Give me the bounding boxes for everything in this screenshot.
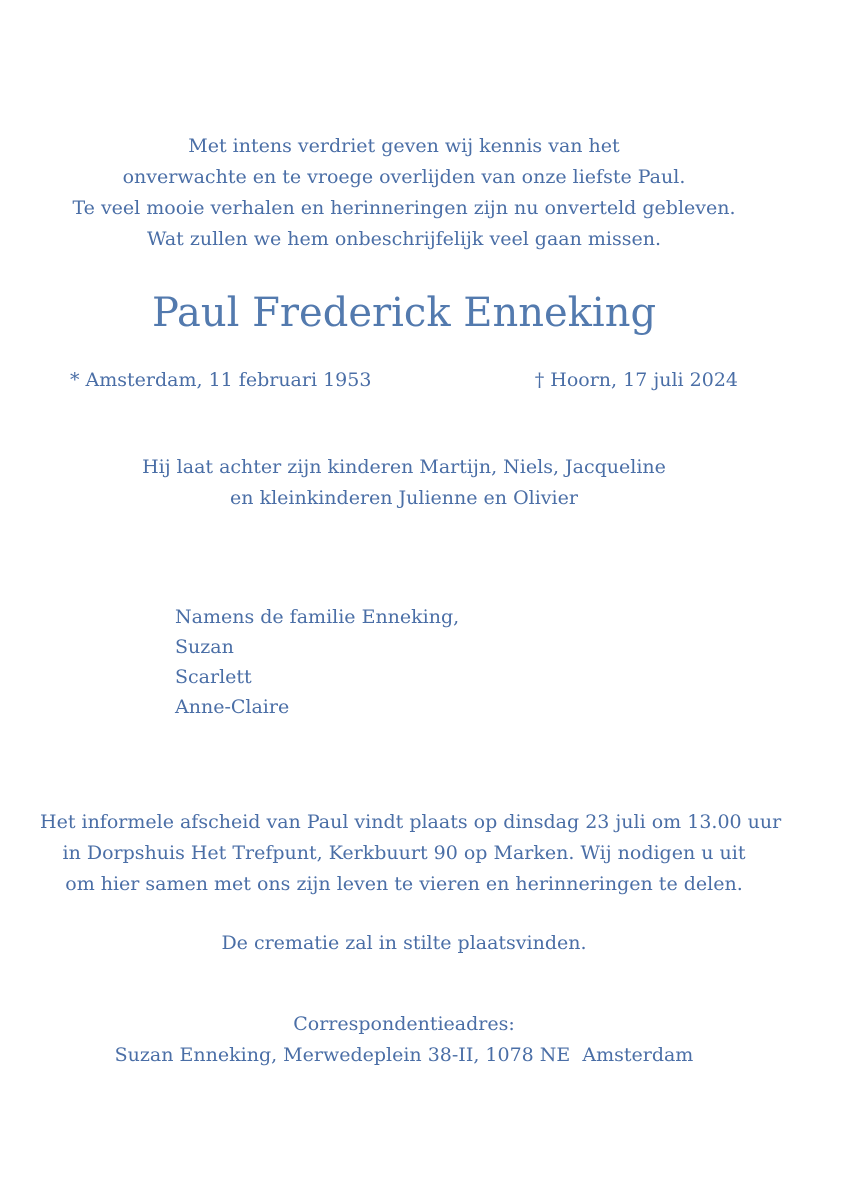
correspondence-label: Correspondentieadres: bbox=[293, 1013, 515, 1035]
survivors-line: en kleinkinderen Julienne en Olivier bbox=[230, 487, 578, 509]
ceremony-text bbox=[40, 807, 782, 900]
intro-line: Met intens verdriet geven wij kennis van het bbox=[188, 135, 620, 157]
correspondence-block bbox=[40, 1009, 768, 1071]
death-place-date: † Hoorn, 17 juli 2024 bbox=[534, 369, 738, 391]
signature-line: Suzan bbox=[175, 636, 234, 658]
survivors-text bbox=[40, 452, 768, 514]
survivors-line: Hij laat achter zijn kinderen Martijn, Niels, Jacqueline bbox=[142, 456, 666, 478]
intro-line: Te veel mooie verhalen en herinneringen zijn nu onverteld gebleven. bbox=[72, 197, 736, 219]
ceremony-line: om hier samen met ons zijn leven te vieren en herinneringen te delen. bbox=[65, 873, 743, 895]
signature-line: Namens de familie Enneking, bbox=[175, 606, 460, 628]
signature-line: Scarlett bbox=[175, 666, 252, 688]
ceremony-line: Het informele afscheid van Paul vindt plaats op dinsdag 23 juli om 13.00 uur bbox=[40, 811, 782, 833]
intro-line: Wat zullen we hem onbeschrijfelijk veel gaan missen. bbox=[146, 228, 662, 250]
deceased-name: Paul Frederick Enneking bbox=[151, 290, 657, 336]
intro-line: onverwachte en te vroege overlijden van onze liefste Paul. bbox=[122, 166, 686, 188]
family-signature bbox=[175, 602, 768, 722]
cremation-note-block bbox=[40, 928, 768, 959]
ceremony-line: in Dorpshuis Het Trefpunt, Kerkbuurt 90 op Marken. Wij nodigen u uit bbox=[62, 842, 746, 864]
intro-text bbox=[40, 131, 768, 255]
cremation-note: De crematie zal in stilte plaatsvinden. bbox=[221, 932, 587, 954]
birth-place-date: * Amsterdam, 11 februari 1953 bbox=[70, 369, 372, 391]
life-dates-row bbox=[40, 365, 768, 396]
signature-line: Anne-Claire bbox=[175, 696, 290, 718]
correspondence-address: Suzan Enneking, Merwedeplein 38-II, 1078 NE Amsterdam bbox=[114, 1044, 694, 1066]
